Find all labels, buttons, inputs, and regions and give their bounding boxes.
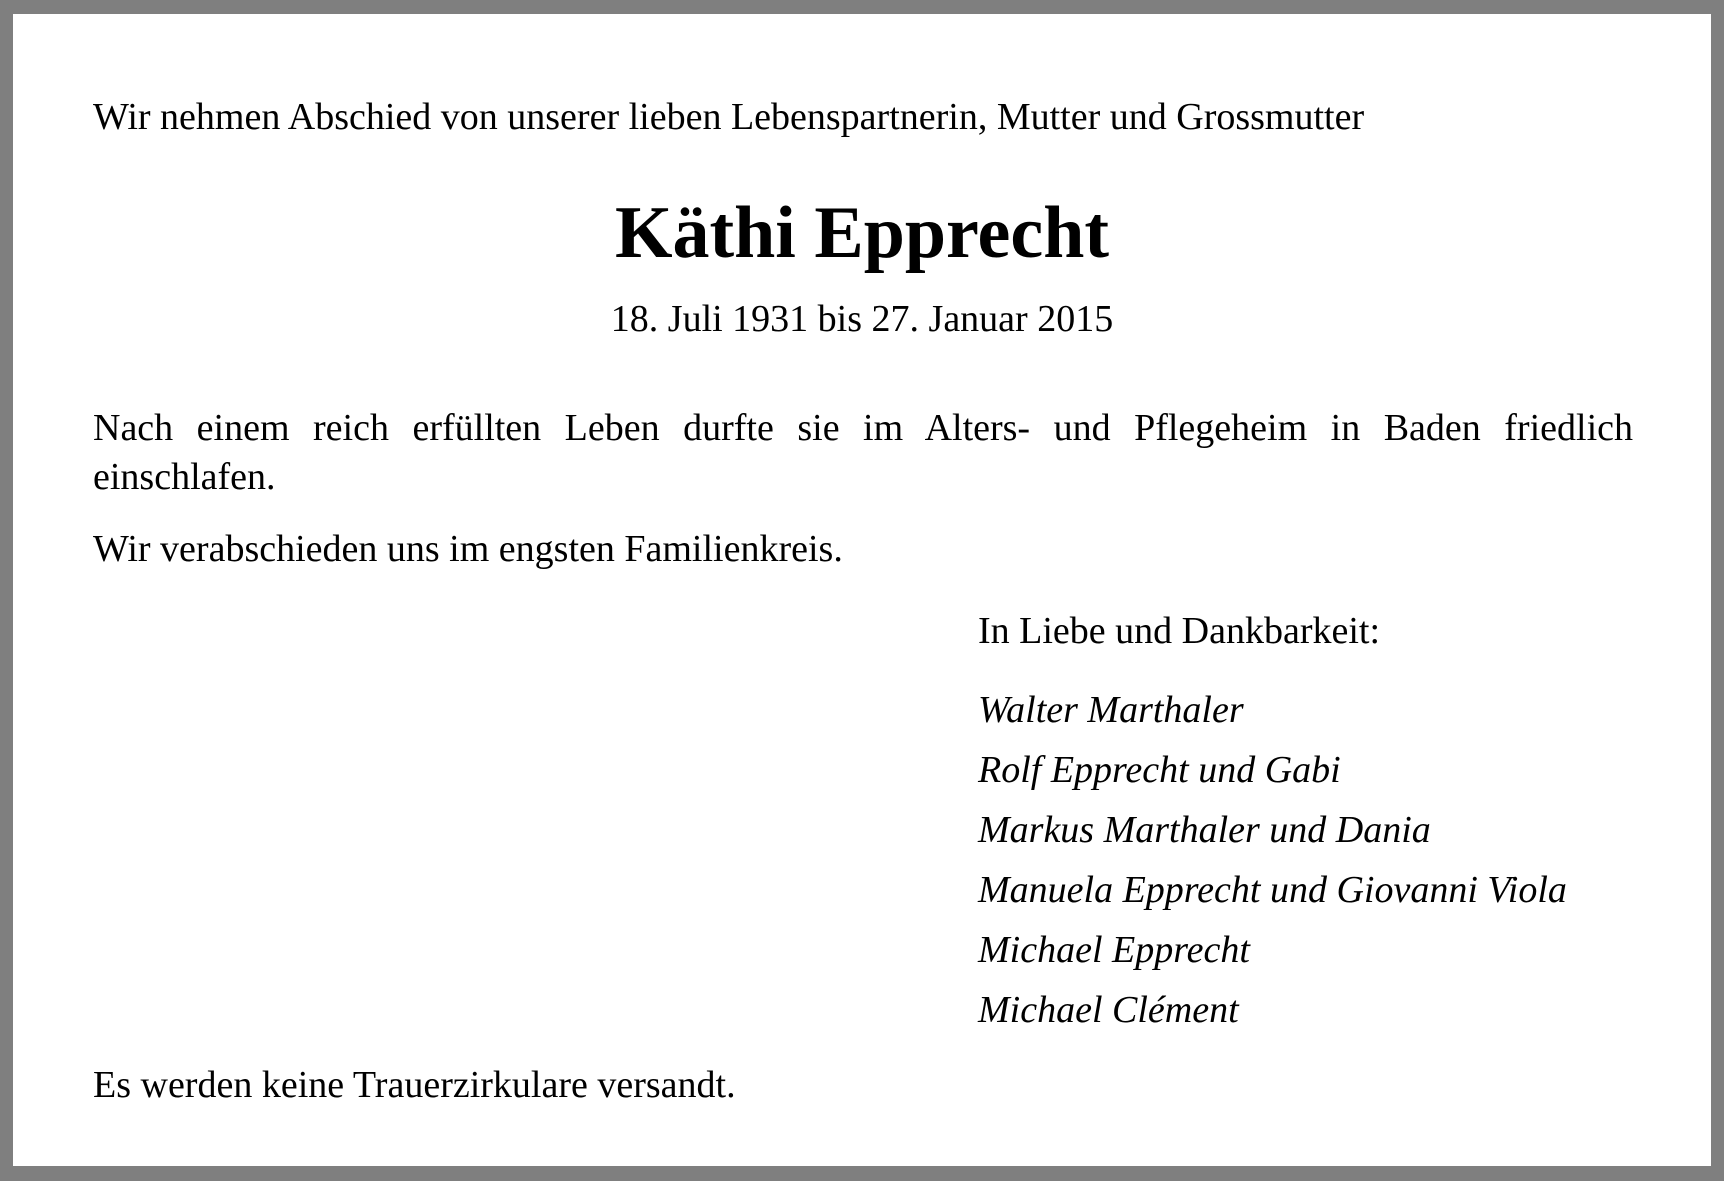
farewell-text: Wir verabschieden uns im engsten Familienkreis. <box>93 528 843 570</box>
mourner-name: Rolf Epprecht und Gabi <box>978 749 1341 791</box>
mourner-name: Walter Marthaler <box>978 689 1244 731</box>
intro-text: Wir nehmen Abschied von unserer lieben Lebenspartnerin, Mutter und Grossmutter <box>93 96 1365 138</box>
body-paragraph: Nach einem reich erfüllten Leben durfte sie im Alters- und Pflegeheim in Baden friedlich einschlafen. <box>93 407 1633 498</box>
closing-note: Es werden keine Trauerzirkulare versandt. <box>93 1064 736 1106</box>
signature-greeting: In Liebe und Dankbarkeit: <box>978 610 1381 652</box>
deceased-name: Käthi Epprecht <box>614 192 1110 274</box>
mourner-name: Michael Clément <box>978 989 1239 1031</box>
obituary-notice <box>13 14 1711 1166</box>
mourner-name: Michael Epprecht <box>978 929 1250 971</box>
life-dates: 18. Juli 1931 bis 27. Januar 2015 <box>610 298 1114 340</box>
mourner-name: Markus Marthaler und Dania <box>978 809 1431 851</box>
mourners-list <box>978 680 1567 1040</box>
signature-block <box>978 608 1567 1040</box>
mourner-name: Manuela Epprecht und Giovanni Viola <box>978 869 1567 911</box>
